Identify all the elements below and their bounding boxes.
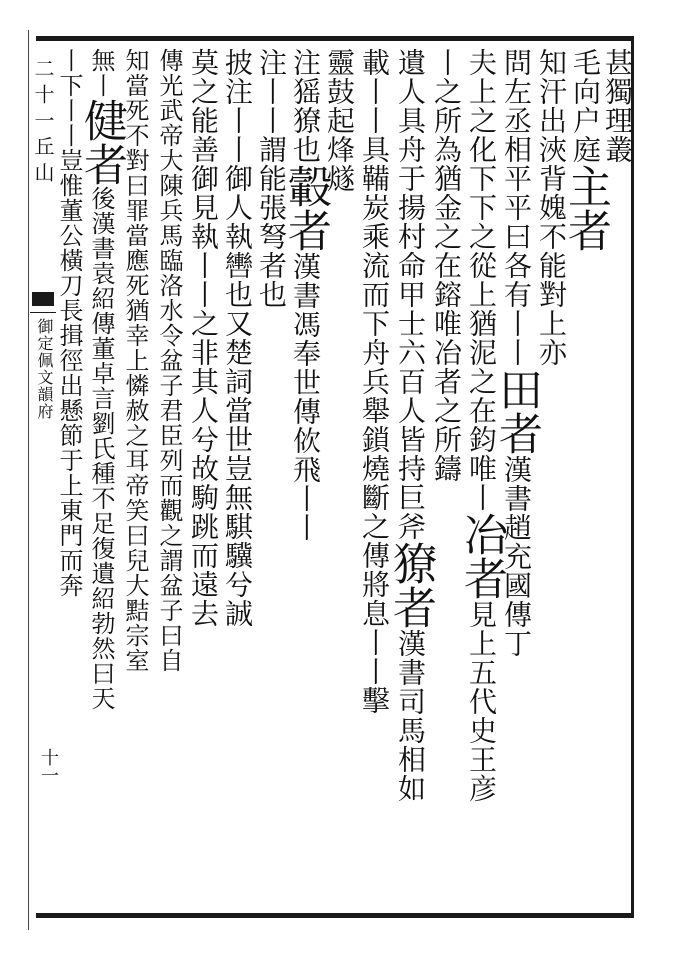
page-gutter [0,30,29,930]
text-column-3: 知汗出浹背媿不能對上亦 [535,48,568,367]
text-column-11: 注丨丨謂能張弩者也 [255,48,288,309]
text-column-17: 丨下丨丨豈惟董公橫刀長揖徑出懸節于上東門而奔 [55,48,83,598]
margin-fragment: 二十一丘山 [31,58,55,188]
text-column-6: 丨之所為猶金之在鎔唯冶者之所鑄 [430,48,463,483]
text-column-15: 知當死不對曰罪當應死猶幸上憐赦之耳帝笑曰兒大黠宗室 [121,48,149,673]
book-title: 御定佩文韻府 [35,318,54,420]
headword: 獠者 [385,541,436,629]
text-column-12: 披注丨丨御人執轡也又楚詞當世豈無騏驥兮誠 [221,48,254,628]
headword: 主者 [560,164,611,252]
text-column-1: 甚獨理叢 [601,48,634,164]
text-column-7: 遺人具舟于揚村命甲士六百人皆持巨斧獠者漢書司馬相如 [385,48,436,803]
headword: 田者 [491,367,542,455]
text-column-9: 靈鼓起烽燧 [323,48,356,193]
headword: 冶者 [456,512,507,600]
headword: 轂者 [280,164,331,252]
text-column-4: 問左丞相平平曰各有丨丨田者漢書趙充國傳丁 [491,48,542,658]
text-column-13: 莫之能善御見執丨丨之非其人兮故駒跳而遠去 [187,48,220,628]
text-column-14: 傳光武帝大陳兵馬臨洛水令盆子君臣列而觀之謂盆子曰自 [155,48,183,673]
text-column-10: 注猺獠也轂者漢書馮奉世傳佽飛丨丨 [280,48,331,542]
page-number: 十一 [38,748,59,784]
text-column-2: 毛向户庭主者 [560,48,611,252]
text-column-5: 夫上之化下下之從上猶泥之在鈞唯丨冶者見上五代史王彦 [456,48,507,803]
text-column-16: 無丨健者後漢書袁紹傳董卓言劉氏種不足復遺紹勃然曰天 [76,48,127,711]
text-column-8: 載丨丨具鞴炭乘流而下舟兵舉鎖燒斷之傳將息丨丨擊 [358,48,391,715]
headword: 健者 [76,98,127,186]
